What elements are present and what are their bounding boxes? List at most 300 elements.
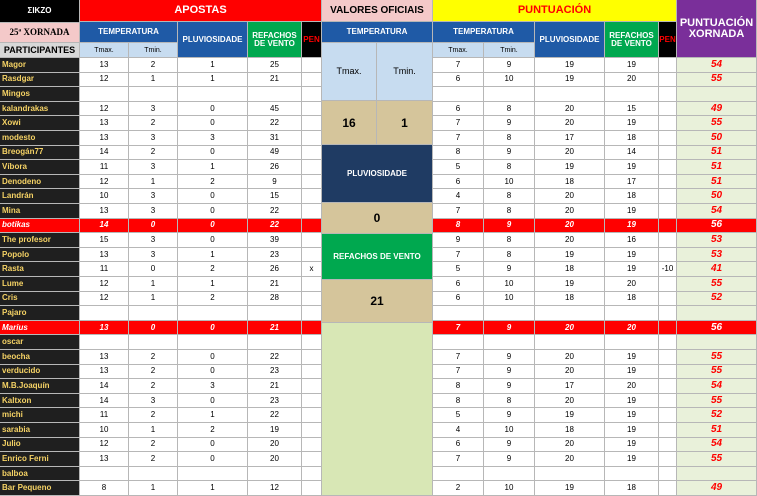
points-refachos [605, 306, 659, 321]
points-tmin: 9 [484, 146, 535, 161]
participant-name: Popolo [0, 248, 80, 263]
bet-pen [302, 277, 322, 292]
points-refachos: 20 [605, 321, 659, 336]
bet-pen [302, 102, 322, 117]
points-pen [659, 292, 677, 307]
participant-name: Mingos [0, 87, 80, 102]
points-tmin: 10 [484, 481, 535, 496]
apostas-header: APOSTAS [80, 0, 322, 22]
points-total: 56 [677, 321, 757, 336]
bet-tmin: 3 [129, 248, 178, 263]
bet-pen [302, 321, 322, 336]
bet-pen [302, 204, 322, 219]
points-pen [659, 219, 677, 234]
bet-refachos: 9 [248, 175, 302, 190]
bet-pen [302, 423, 322, 438]
points-total: 55 [677, 277, 757, 292]
bet-refachos: 31 [248, 131, 302, 146]
points-pluviosidade: 20 [535, 438, 605, 453]
bet-tmax: 12 [80, 102, 129, 117]
points-refachos: 18 [605, 292, 659, 307]
bet-pluviosidade: 3 [178, 131, 248, 146]
participant-name: botikas [0, 219, 80, 234]
participant-name: Marius [0, 321, 80, 336]
oficial-tmax-value: 16 [322, 101, 377, 145]
points-pluviosidade [535, 335, 605, 350]
bet-pen [302, 58, 322, 73]
points-tmax: 7 [433, 365, 484, 380]
bet-tmin [129, 87, 178, 102]
bet-tmin: 2 [129, 408, 178, 423]
points-tmax: 7 [433, 350, 484, 365]
points-pluviosidade: 20 [535, 219, 605, 234]
points-pluviosidade: 20 [535, 102, 605, 117]
points-tmin: 9 [484, 379, 535, 394]
bet-pluviosidade: 0 [178, 102, 248, 117]
participant-name: Rasdgar [0, 73, 80, 88]
bet-tmax: 13 [80, 58, 129, 73]
points-total: 50 [677, 131, 757, 146]
points-total: 55 [677, 350, 757, 365]
bet-tmax: 11 [80, 262, 129, 277]
points-total [677, 335, 757, 350]
bet-pluviosidade [178, 467, 248, 482]
bet-pluviosidade: 0 [178, 438, 248, 453]
bet-tmax: 11 [80, 408, 129, 423]
bet-pen [302, 131, 322, 146]
points-tmax: 9 [433, 233, 484, 248]
points-pen [659, 131, 677, 146]
bet-tmax [80, 87, 129, 102]
bet-refachos: 49 [248, 146, 302, 161]
bet-tmin: 3 [129, 102, 178, 117]
bet-tmin: 1 [129, 481, 178, 496]
points-total: 41 [677, 262, 757, 277]
bet-tmax: 13 [80, 321, 129, 336]
participant-name: Breogán77 [0, 146, 80, 161]
participant-name: Xowi [0, 116, 80, 131]
points-tmax: 7 [433, 452, 484, 467]
points-total: 55 [677, 73, 757, 88]
points-total [677, 87, 757, 102]
points-pen [659, 116, 677, 131]
bet-refachos: 45 [248, 102, 302, 117]
points-pen [659, 408, 677, 423]
bet-pluviosidade: 1 [178, 160, 248, 175]
participant-name: Kaltxon [0, 394, 80, 409]
points-refachos: 15 [605, 102, 659, 117]
bet-tmin: 2 [129, 146, 178, 161]
points-pluviosidade: 18 [535, 175, 605, 190]
bet-tmin: 2 [129, 58, 178, 73]
points-tmax [433, 87, 484, 102]
points-pen: -10 [659, 262, 677, 277]
bet-pluviosidade: 1 [178, 248, 248, 263]
points-tmax: 8 [433, 394, 484, 409]
points-pluviosidade: 17 [535, 131, 605, 146]
points-tmax: 6 [433, 277, 484, 292]
points-pen [659, 248, 677, 263]
bet-tmin: 1 [129, 175, 178, 190]
participant-name: oscar [0, 335, 80, 350]
points-tmin: 9 [484, 350, 535, 365]
points-pen [659, 438, 677, 453]
points-refachos: 20 [605, 379, 659, 394]
bet-pluviosidade: 1 [178, 58, 248, 73]
points-total [677, 467, 757, 482]
bet-tmax: 13 [80, 204, 129, 219]
points-total: 55 [677, 365, 757, 380]
bet-tmin: 1 [129, 277, 178, 292]
bet-pen [302, 408, 322, 423]
points-tmin [484, 467, 535, 482]
points-total: 55 [677, 452, 757, 467]
points-refachos: 18 [605, 189, 659, 204]
points-tmax: 5 [433, 408, 484, 423]
bet-pluviosidade [178, 335, 248, 350]
bet-pluviosidade: 0 [178, 350, 248, 365]
points-tmin: 9 [484, 219, 535, 234]
bet-tmin: 3 [129, 233, 178, 248]
points-tmin: 9 [484, 116, 535, 131]
bet-tmax: 12 [80, 292, 129, 307]
points-tmin: 10 [484, 292, 535, 307]
points-total: 51 [677, 146, 757, 161]
points-pluviosidade: 20 [535, 321, 605, 336]
points-tmax: 4 [433, 423, 484, 438]
puntos-tmin-header: Tmin. [484, 43, 535, 58]
participants-header: PARTICIPANTES [0, 43, 80, 58]
bet-tmin: 2 [129, 350, 178, 365]
bet-refachos: 20 [248, 438, 302, 453]
bet-pen [302, 306, 322, 321]
apostas-tmax-header: Tmax. [80, 43, 129, 58]
bet-refachos: 25 [248, 58, 302, 73]
points-total: 54 [677, 58, 757, 73]
bet-tmin: 0 [129, 219, 178, 234]
participant-name: verducido [0, 365, 80, 380]
bet-pen [302, 146, 322, 161]
points-refachos: 19 [605, 160, 659, 175]
bet-tmax: 14 [80, 379, 129, 394]
points-pluviosidade: 18 [535, 292, 605, 307]
points-tmax [433, 467, 484, 482]
points-pluviosidade: 20 [535, 394, 605, 409]
participant-name: sarabia [0, 423, 80, 438]
puntos-pluviosidade-header: PLUVIOSIDADE [535, 22, 605, 58]
points-pen [659, 58, 677, 73]
bet-tmax: 11 [80, 160, 129, 175]
points-tmin: 10 [484, 175, 535, 190]
points-pluviosidade: 20 [535, 365, 605, 380]
bet-pen [302, 292, 322, 307]
points-pen [659, 306, 677, 321]
bet-pen [302, 350, 322, 365]
oficial-blank-area [322, 323, 433, 496]
points-tmin: 8 [484, 233, 535, 248]
bet-pen [302, 233, 322, 248]
points-refachos: 18 [605, 481, 659, 496]
bet-pluviosidade [178, 306, 248, 321]
bet-refachos: 23 [248, 365, 302, 380]
participant-name: Mina [0, 204, 80, 219]
bet-refachos [248, 335, 302, 350]
bet-tmin: 1 [129, 73, 178, 88]
participant-name: Víbora [0, 160, 80, 175]
points-pen [659, 350, 677, 365]
bet-pen [302, 248, 322, 263]
participant-name: michi [0, 408, 80, 423]
points-tmax: 6 [433, 292, 484, 307]
points-tmin [484, 87, 535, 102]
bet-refachos: 15 [248, 189, 302, 204]
points-pluviosidade [535, 467, 605, 482]
points-pluviosidade: 19 [535, 73, 605, 88]
bet-tmax: 12 [80, 175, 129, 190]
puntuacion-xornada-header: PUNTUACIÓN XORNADA [677, 0, 757, 58]
points-refachos [605, 467, 659, 482]
points-tmax: 7 [433, 116, 484, 131]
bet-tmin: 3 [129, 131, 178, 146]
points-tmax: 6 [433, 73, 484, 88]
points-pen [659, 423, 677, 438]
points-refachos: 19 [605, 423, 659, 438]
points-pluviosidade [535, 87, 605, 102]
points-pluviosidade: 19 [535, 481, 605, 496]
points-total: 53 [677, 248, 757, 263]
points-tmax [433, 335, 484, 350]
bet-refachos: 19 [248, 423, 302, 438]
points-total: 55 [677, 116, 757, 131]
bet-refachos [248, 467, 302, 482]
puntuacion-header: PUNTUACIÓN [433, 0, 677, 22]
points-tmax [433, 306, 484, 321]
oficial-pluviosidade-label: PLUVIOSIDADE [322, 145, 433, 203]
points-refachos [605, 335, 659, 350]
bet-refachos: 20 [248, 452, 302, 467]
bet-tmax: 12 [80, 277, 129, 292]
bet-refachos: 22 [248, 219, 302, 234]
points-tmin: 9 [484, 365, 535, 380]
points-refachos: 19 [605, 438, 659, 453]
points-refachos: 17 [605, 175, 659, 190]
bet-tmax: 14 [80, 394, 129, 409]
bet-pluviosidade: 2 [178, 423, 248, 438]
points-pen [659, 452, 677, 467]
points-refachos [605, 87, 659, 102]
points-tmin: 10 [484, 73, 535, 88]
oficial-tmin-value: 1 [377, 101, 433, 145]
puntos-refachos-header: REFACHOS DE VENTO [605, 22, 659, 58]
bet-pluviosidade: 1 [178, 277, 248, 292]
bet-refachos: 21 [248, 277, 302, 292]
points-total: 51 [677, 175, 757, 190]
points-pen [659, 204, 677, 219]
points-tmax: 6 [433, 438, 484, 453]
points-tmin [484, 335, 535, 350]
points-total: 49 [677, 102, 757, 117]
points-pluviosidade: 20 [535, 116, 605, 131]
points-tmax: 7 [433, 204, 484, 219]
bet-tmin: 1 [129, 423, 178, 438]
bet-tmin: 2 [129, 116, 178, 131]
participant-name: Denodeno [0, 175, 80, 190]
bet-pluviosidade: 1 [178, 73, 248, 88]
bet-refachos: 39 [248, 233, 302, 248]
bet-tmax: 13 [80, 452, 129, 467]
bet-tmin: 3 [129, 204, 178, 219]
points-pen [659, 394, 677, 409]
points-tmin: 10 [484, 277, 535, 292]
bet-pluviosidade: 0 [178, 116, 248, 131]
points-tmin: 8 [484, 204, 535, 219]
oficial-pluviosidade-value: 0 [322, 203, 433, 234]
bet-tmax: 14 [80, 146, 129, 161]
points-tmax: 5 [433, 262, 484, 277]
points-pen [659, 467, 677, 482]
points-total: 54 [677, 379, 757, 394]
participant-name: modesto [0, 131, 80, 146]
bet-tmin: 0 [129, 321, 178, 336]
puntos-tmax-header: Tmax. [433, 43, 484, 58]
points-refachos: 20 [605, 277, 659, 292]
points-pluviosidade: 19 [535, 160, 605, 175]
bet-pluviosidade: 0 [178, 204, 248, 219]
points-tmax: 7 [433, 131, 484, 146]
bet-pluviosidade: 0 [178, 189, 248, 204]
bet-pen [302, 452, 322, 467]
bet-tmin [129, 467, 178, 482]
points-tmax: 8 [433, 146, 484, 161]
bet-tmax: 12 [80, 438, 129, 453]
bet-refachos: 23 [248, 248, 302, 263]
bet-pluviosidade [178, 87, 248, 102]
bet-pen [302, 379, 322, 394]
bet-tmin: 3 [129, 160, 178, 175]
apostas-refachos-header: REFACHOS DE VENTO [248, 22, 302, 58]
points-pen [659, 175, 677, 190]
valores-oficiais-header: VALORES OFICIAIS [322, 0, 433, 22]
points-pen [659, 481, 677, 496]
bet-pluviosidade: 0 [178, 365, 248, 380]
points-pluviosidade: 19 [535, 277, 605, 292]
points-tmin: 8 [484, 131, 535, 146]
points-total: 53 [677, 233, 757, 248]
points-tmin: 9 [484, 262, 535, 277]
bet-refachos: 22 [248, 116, 302, 131]
points-refachos: 19 [605, 408, 659, 423]
points-refachos: 19 [605, 394, 659, 409]
bet-tmin: 1 [129, 292, 178, 307]
bet-pen [302, 160, 322, 175]
points-pluviosidade [535, 306, 605, 321]
bet-refachos: 26 [248, 262, 302, 277]
bet-tmax: 13 [80, 116, 129, 131]
logo: ΣIKZO [0, 0, 80, 23]
points-tmax: 7 [433, 58, 484, 73]
bet-refachos: 26 [248, 160, 302, 175]
bet-pen: x [302, 262, 322, 277]
bet-pen [302, 175, 322, 190]
bet-tmax [80, 306, 129, 321]
points-pen [659, 189, 677, 204]
points-pluviosidade: 18 [535, 423, 605, 438]
points-tmin: 9 [484, 408, 535, 423]
points-tmax: 6 [433, 175, 484, 190]
participant-name: Bar Pequeno [0, 481, 80, 496]
participant-name: Enrico Ferni [0, 452, 80, 467]
points-refachos: 16 [605, 233, 659, 248]
points-tmax: 8 [433, 379, 484, 394]
round-label: 25ª XORNADA [0, 23, 80, 43]
oficial-tmin-label: Tmin. [377, 43, 433, 101]
bet-tmin: 3 [129, 189, 178, 204]
bet-tmax: 13 [80, 131, 129, 146]
bet-pen [302, 394, 322, 409]
points-total: 49 [677, 481, 757, 496]
apostas-tmin-header: Tmin. [129, 43, 178, 58]
bet-pluviosidade: 1 [178, 408, 248, 423]
bet-pen [302, 481, 322, 496]
points-total: 51 [677, 160, 757, 175]
bet-pluviosidade: 0 [178, 321, 248, 336]
bet-tmax: 12 [80, 73, 129, 88]
bet-refachos: 21 [248, 379, 302, 394]
points-refachos: 19 [605, 116, 659, 131]
oficial-temperatura-header: TEMPERATURA [322, 22, 433, 43]
oficial-tmax-label: Tmax. [322, 43, 377, 101]
participant-name: Rasta [0, 262, 80, 277]
participant-name: M.B.Joaquín [0, 379, 80, 394]
points-refachos: 19 [605, 350, 659, 365]
points-pen [659, 160, 677, 175]
bet-tmax: 8 [80, 481, 129, 496]
points-pluviosidade: 19 [535, 58, 605, 73]
apostas-pluviosidade-header: PLUVIOSIDADE [178, 22, 248, 58]
participant-name: Lume [0, 277, 80, 292]
points-pluviosidade: 19 [535, 248, 605, 263]
points-tmax: 7 [433, 248, 484, 263]
points-total: 55 [677, 394, 757, 409]
points-refachos: 19 [605, 365, 659, 380]
points-pen [659, 146, 677, 161]
participant-name: The profesor [0, 233, 80, 248]
bet-pluviosidade: 0 [178, 219, 248, 234]
bet-tmin: 2 [129, 379, 178, 394]
bet-tmax: 14 [80, 219, 129, 234]
bet-tmax: 10 [80, 189, 129, 204]
bet-pen [302, 87, 322, 102]
bet-pluviosidade: 0 [178, 452, 248, 467]
points-total: 54 [677, 438, 757, 453]
apostas-temperatura-header: TEMPERATURA [80, 22, 178, 43]
participant-name: beocha [0, 350, 80, 365]
points-total: 56 [677, 219, 757, 234]
puntos-temperatura-header: TEMPERATURA [433, 22, 535, 43]
points-refachos: 19 [605, 204, 659, 219]
bet-pen [302, 189, 322, 204]
bet-tmin: 0 [129, 262, 178, 277]
points-tmin: 8 [484, 248, 535, 263]
points-pen [659, 365, 677, 380]
points-pluviosidade: 20 [535, 452, 605, 467]
points-total: 52 [677, 408, 757, 423]
bet-pen [302, 335, 322, 350]
points-refachos: 20 [605, 73, 659, 88]
points-pluviosidade: 20 [535, 350, 605, 365]
points-refachos: 19 [605, 262, 659, 277]
bet-pen [302, 116, 322, 131]
